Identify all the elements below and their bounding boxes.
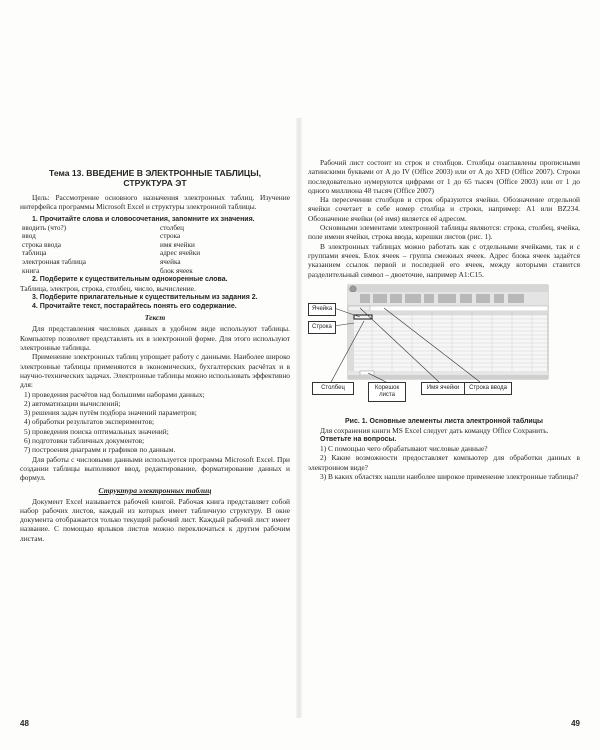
paragraph-saving: Для сохранения книги MS Excel следует дать команду Office Сохранить.: [320, 425, 549, 435]
word-list: [20, 224, 290, 276]
list-item: 3) решения задач путём подбора значений параметров;: [24, 408, 197, 418]
text-heading: Текст: [144, 313, 166, 323]
word-right: адрес ячейки: [160, 249, 201, 258]
questions-heading: Ответьте на вопросы.: [320, 436, 397, 444]
right-page: [308, 120, 580, 728]
figure-caption: Рис. 1. Основные элементы листа электронной таблицы: [344, 417, 544, 425]
task-3: 3. Подберите прилагательные к существительным из задания 2.: [32, 294, 258, 302]
paragraph-4: Документ Excel называется рабочей книгой. Рабочая книга представляет собой набор рабочих листов, каждый из которых имеет табличную структуру. В окне документа отображается только текущий рабочий лист. Каждый рабочий лист имеет название. С помощью ярлыков листов можно переключаться к другим рабочим листам.: [20, 496, 290, 543]
task-4: 4. Прочитайте текст, постарайтесь понять его содержание.: [32, 303, 237, 311]
word-right: блок ячеек: [160, 266, 193, 275]
word-left: ввод: [22, 232, 36, 241]
paragraph-3: Для работы с числовыми данными используется программа Microsoft Excel. При создании таблицы выполняют ввод, редактирование, форматирование данных и формул.: [20, 454, 290, 483]
list-item: 1) проведения расчётов над большими наборами данных;: [24, 389, 205, 399]
paragraph-elements: Основными элементами электронной таблицы являются: строка, столбец, ячейка, поле имени ячейки, строка ввода, корешки листов (рис. 1).: [308, 223, 580, 242]
callout-sheet-tab: Корешок листа: [368, 382, 406, 402]
word-right: ячейка: [160, 257, 181, 266]
uses-list: [20, 390, 290, 455]
lesson-title: [20, 168, 290, 188]
list-item: 6) подготовки табличных документов;: [24, 436, 145, 446]
list-item: 5) проведения поиска оптимальных значений;: [24, 426, 169, 436]
excel-figure: [308, 283, 580, 415]
paragraph-1: Для представления числовых данных в удобном виде используют таблицы. Компьютер позволяет представлять их в электронной форме. Для этого используют электронные таблицы.: [20, 324, 290, 353]
question-item: 1) С помощью чего обрабатывают числовые данные?: [320, 444, 488, 454]
task-2: 2. Подберите к существительным однокоренные слова.: [32, 276, 228, 284]
paragraph-blocks: В электронных таблицах можно работать как с отдельными ячейками, так и с группами ячеек. Блок ячеек – группа смежных ячеек. Адрес блока ячеек задаётся указанием ссылок первой и последней его ячеек, между которыми ставится разделительный символ – двоеточие, например A1:C15.: [308, 241, 580, 279]
paragraph-rows-columns: Рабочий лист состоит из строк и столбцов. Столбцы озаглавлены прописными латинскими буквами от A до IV (Office 2003) или от A до XFD (Office 2007). Строки последовательно нумеруются цифрами от 1 до 65 тысяч (Office 2003) или от 1 до одного миллиона 48 тысяч (Office 2007): [308, 158, 580, 195]
callout-cell-name: Имя ячейки: [421, 382, 465, 395]
question-item: 3) В каких областях нашли наиболее широкое применение электронные таблицы?: [320, 472, 579, 482]
task-2-words: Таблица, электрон, строка, столбец, число, вычисление.: [20, 284, 196, 294]
word-right: строка: [160, 232, 181, 241]
word-left: таблица: [22, 249, 47, 258]
left-page: [20, 120, 290, 728]
paragraph-2: Применение электронных таблиц упрощает работу с данными. Наиболее широко электронные таблицы применяются в экономических, бухгалтерских расчётах и в научно-технических задачах. Электронные таблицы можно использовать эффективно для:: [20, 352, 290, 390]
goal-paragraph: Цель: Рассмотрение основного назначения электронных таблиц. Изучение интерфейса программы Microsoft Excel и структуры электронной таблицы.: [20, 193, 290, 212]
word-left: электронная таблица: [22, 257, 86, 266]
callout-row: Строка: [308, 321, 336, 334]
word-left: книга: [22, 266, 40, 275]
list-item: 2) автоматизации вычислений;: [24, 398, 121, 408]
page-number-right: 49: [571, 719, 580, 728]
excel-screenshot: [308, 283, 580, 415]
list-item: 7) построения диаграмм и графиков по данным.: [24, 445, 176, 455]
book-gutter: [296, 118, 302, 718]
structure-subheading: Структура электронных таблиц: [98, 485, 212, 495]
callout-column: Столбец: [312, 382, 354, 395]
page-number-left: 48: [20, 719, 29, 728]
word-left: строка ввода: [22, 240, 61, 249]
callout-cell: Ячейка: [308, 303, 336, 316]
task-1: 1. Прочитайте слова и словосочетания, запомните их значения.: [32, 215, 255, 223]
word-right: имя ячейки: [160, 240, 195, 249]
paragraph-cells: На пересечении столбцов и строк образуются ячейки. Обозначение отдельной ячейки сочетает в себе номер столбца и строки, например: A1 или BZ234. Обозначение ячейки (её имя) является её адресом.: [308, 195, 580, 223]
list-item: 4) обработки результатов экспериментов;: [24, 417, 154, 427]
word-left: вводить (что?): [22, 223, 67, 232]
word-right: столбец: [160, 223, 184, 232]
question-item: 2) Какие возможности предоставляет компьютер для обработки данных в электронном виде?: [308, 453, 580, 472]
lesson-title-line1: Тема 13. ВВЕДЕНИЕ В ЭЛЕКТРОННЫЕ ТАБЛИЦЫ,: [49, 168, 261, 178]
lesson-title-line2: СТРУКТУРА ЭТ: [123, 178, 187, 188]
callout-input-line: Строка ввода: [464, 382, 512, 395]
